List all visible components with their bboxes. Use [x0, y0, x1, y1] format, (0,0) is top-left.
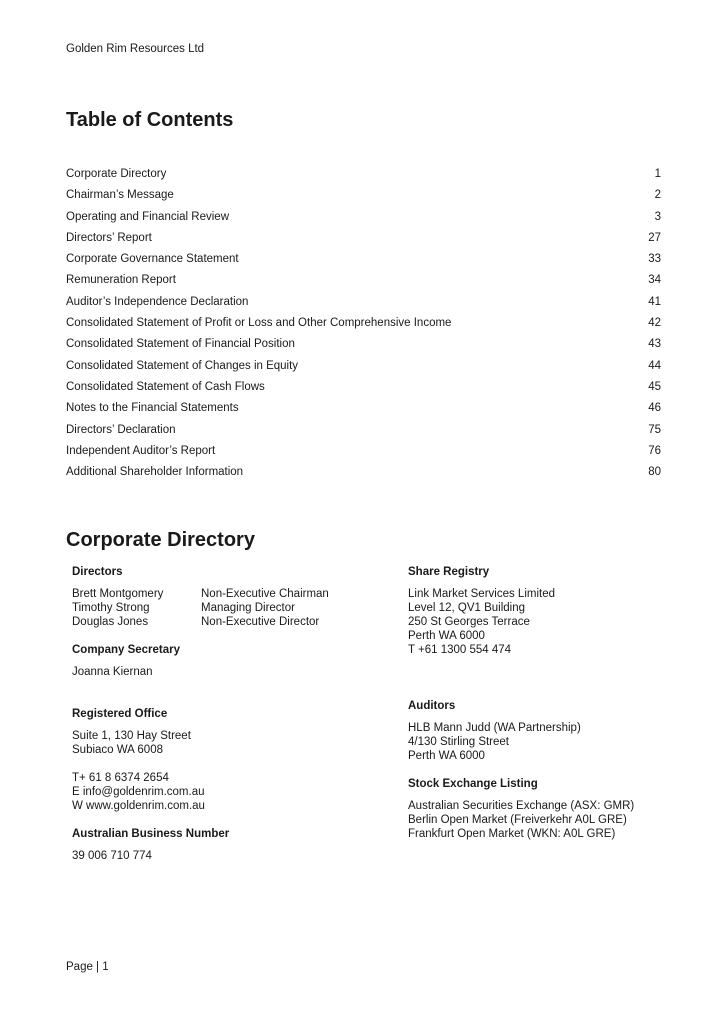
toc-entry-page: 33: [648, 253, 661, 266]
toc-entry[interactable]: [66, 185, 661, 206]
share-registry-line-4: Perth WA 6000: [408, 630, 485, 642]
toc-entry-page: 1: [654, 168, 661, 180]
toc-entry[interactable]: [66, 249, 661, 270]
auditors-heading: Auditors: [408, 700, 456, 712]
toc-title: Table of Contents: [66, 109, 234, 131]
stock-exchange-line-1: Australian Securities Exchange (ASX: GMR): [408, 800, 635, 812]
registered-office-address-2: Subiaco WA 6008: [72, 744, 163, 756]
toc-entry[interactable]: [66, 334, 661, 355]
director-row: [72, 587, 382, 601]
toc-entry-page: 41: [648, 295, 661, 308]
director-role: Non-Executive Director: [201, 616, 320, 628]
running-header: Golden Rim Resources Ltd: [66, 43, 205, 55]
toc-entry-label: Consolidated Statement of Cash Flows: [66, 380, 265, 393]
toc-entry-label: Chairman’s Message: [66, 189, 174, 202]
company-secretary-heading: Company Secretary: [72, 644, 181, 656]
toc-entry-label: Operating and Financial Review: [66, 210, 230, 223]
toc-entry-label: Independent Auditor’s Report: [66, 444, 216, 457]
registered-office-email[interactable]: E info@goldenrim.com.au: [72, 786, 205, 798]
toc-entry-label: Corporate Governance Statement: [66, 253, 239, 266]
directory-title: Corporate Directory: [66, 529, 255, 551]
toc-entry[interactable]: [66, 228, 661, 249]
toc-entry-page: 46: [648, 402, 661, 415]
director-name: Timothy Strong: [72, 602, 150, 614]
toc-entry[interactable]: [66, 292, 661, 313]
auditors-line-1: HLB Mann Judd (WA Partnership): [408, 722, 581, 734]
table-of-contents: [66, 164, 661, 483]
stock-exchange-line-3: Frankfurt Open Market (WKN: A0L GRE): [408, 828, 616, 840]
directory-right-column: [408, 565, 708, 841]
toc-entry[interactable]: [66, 420, 661, 441]
director-row: [72, 615, 382, 629]
toc-entry-label: Remuneration Report: [66, 274, 176, 287]
toc-entry-page: 45: [648, 380, 661, 393]
toc-entry[interactable]: [66, 398, 661, 419]
toc-entry-label: Additional Shareholder Information: [66, 466, 244, 479]
toc-entry-page: 42: [648, 317, 661, 330]
registered-office-web[interactable]: W www.goldenrim.com.au: [72, 800, 205, 812]
share-registry-phone: T +61 1300 554 474: [408, 644, 512, 656]
toc-entry-page: 34: [648, 274, 661, 287]
page-number: Page | 1: [66, 961, 109, 973]
share-registry-line-2: Level 12, QV1 Building: [408, 602, 525, 614]
stock-exchange-line-2: Berlin Open Market (Freiverkehr A0L GRE): [408, 814, 627, 826]
toc-entry-page: 80: [648, 466, 661, 479]
toc-entry-label: Directors’ Report: [66, 231, 152, 244]
toc-entry-label: Consolidated Statement of Financial Position: [66, 338, 295, 351]
toc-entry-page: 75: [648, 423, 661, 436]
director-role: Managing Director: [201, 602, 295, 614]
toc-entry[interactable]: [66, 356, 661, 377]
abn-value: 39 006 710 774: [72, 850, 152, 862]
toc-entry-page: 27: [648, 231, 661, 244]
share-registry-line-3: 250 St Georges Terrace: [408, 616, 530, 628]
toc-entry[interactable]: [66, 164, 661, 185]
toc-entry-label: Corporate Directory: [66, 168, 167, 180]
toc-entry-label: Directors’ Declaration: [66, 423, 176, 436]
abn-heading: Australian Business Number: [72, 828, 230, 840]
director-row: [72, 601, 382, 615]
toc-entry-label: Auditor’s Independence Declaration: [66, 295, 249, 308]
toc-entry[interactable]: [66, 377, 661, 398]
toc-entry[interactable]: [66, 313, 661, 334]
toc-entry-page: 3: [654, 210, 661, 223]
share-registry-heading: Share Registry: [408, 566, 490, 578]
toc-entry-page: 76: [648, 444, 661, 457]
director-role: Non-Executive Chairman: [201, 588, 329, 600]
directors-heading: Directors: [72, 566, 123, 578]
directory-left-column: [72, 565, 382, 863]
toc-entry-label: Consolidated Statement of Profit or Loss and Other Comprehensive Income: [66, 317, 452, 330]
registered-office-heading: Registered Office: [72, 708, 168, 720]
toc-entry-page: 2: [654, 189, 661, 202]
auditors-line-3: Perth WA 6000: [408, 750, 485, 762]
share-registry-line-1: Link Market Services Limited: [408, 588, 555, 600]
toc-entry[interactable]: [66, 270, 661, 291]
auditors-line-2: 4/130 Stirling Street: [408, 736, 510, 748]
toc-entry-page: 43: [648, 338, 661, 351]
toc-entry-label: Notes to the Financial Statements: [66, 402, 239, 415]
toc-entry-page: 44: [648, 359, 661, 372]
toc-entry[interactable]: [66, 207, 661, 228]
director-name: Brett Montgomery: [72, 588, 164, 600]
toc-entry[interactable]: [66, 462, 661, 483]
director-name: Douglas Jones: [72, 616, 149, 628]
registered-office-phone: T+ 61 8 6374 2654: [72, 772, 169, 784]
company-secretary-name: Joanna Kiernan: [72, 666, 153, 678]
registered-office-address-1: Suite 1, 130 Hay Street: [72, 730, 191, 742]
toc-entry-label: Consolidated Statement of Changes in Equity: [66, 359, 299, 372]
toc-entry[interactable]: [66, 441, 661, 462]
stock-exchange-heading: Stock Exchange Listing: [408, 778, 538, 790]
